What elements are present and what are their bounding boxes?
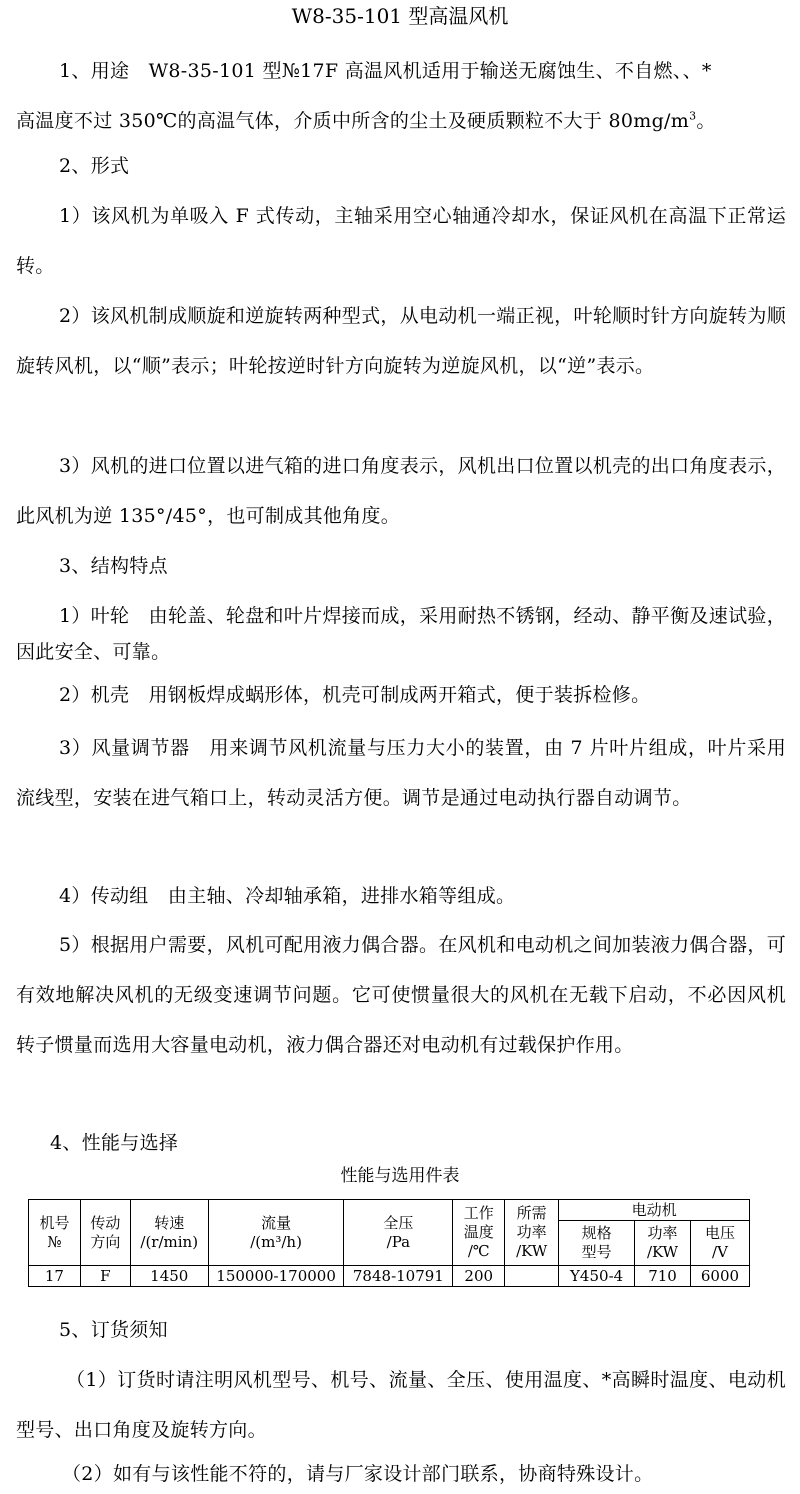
document-title: W8-35-101 型高温风机 [291,4,509,28]
section-2-item-1: 1）该风机为单吸入 F 式传动，主轴采用空心轴通冷却水，保证风机在高温下正常运转。 [16,205,786,277]
cell-motor-model: Y450-4 [559,1266,635,1287]
header-total-pressure: 全压 /Pa [344,1200,453,1266]
cell-motor-voltage: 6000 [690,1266,749,1287]
section-1-purpose [16,46,786,146]
section-5-heading: 5、订货须知 [59,1319,168,1341]
section-3-item-4: 4）传动组 由主轴、冷却轴承箱，进排水箱等组成。 [59,885,516,907]
header-motor: 电动机 [559,1200,750,1221]
section-4-heading: 4、性能与选择 [50,1132,179,1154]
section-2-heading: 2、形式 [59,155,130,177]
cell-temp: 200 [453,1266,505,1287]
header-speed: 转速 /(r/min) [130,1200,208,1266]
performance-table [28,1199,750,1287]
cell-machine-no: 17 [29,1266,81,1287]
header-motor-power: 功率 /KW [635,1221,691,1266]
cell-speed: 1450 [130,1266,208,1287]
header-required-power: 所需 功率 /KW [505,1200,559,1266]
header-motor-model: 规格 型号 [559,1221,635,1266]
cell-motor-power: 710 [635,1266,691,1287]
cell-drive: F [80,1266,130,1287]
section-2-item-3: 3）风机的进口位置以进气箱的进口角度表示，风机出口位置以机壳的出口角度表示，此风机为逆 135°/45°，也可制成其他角度。 [16,455,786,527]
header-machine-no: 机号 № [29,1200,81,1266]
header-drive-direction: 传动 方向 [80,1200,130,1266]
table-header-row [29,1200,750,1221]
section-1-line-1: 1、用途 W8-35-101 型№17F 高温风机适用于输送无腐蚀生、不自燃、、* [59,60,712,82]
section-3-item-2: 2）机壳 用钢板焊成蜗形体，机壳可制成两开箱式，便于装拆检修。 [59,684,651,706]
section-3-heading: 3、结构特点 [59,555,168,577]
section-1-line-2: 高温度不过 350℃的高温气体，介质中所含的尘土及硬质颗粒不大于 $80mg/m^3$。 [16,109,716,132]
cell-flow: 150000-170000 [208,1266,344,1287]
section-2-item-2: 2）该风机制成顺旋和逆旋转两种型式，从电动机一端正视，叶轮顺时针方向旋转为顺旋转风机，以“顺”表示；叶轮按逆时针方向旋转为逆旋风机，以“逆”表示。 [16,305,786,377]
header-flow: 流量 /(m³/h) [208,1200,344,1266]
table-row [29,1266,750,1287]
table-caption: 性能与选用件表 [340,1166,460,1186]
section-5-item-1: （1）订货时请注明风机型号、机号、流量、全压、使用温度、*高瞬时温度、电动机型号、出口角度及旋转方向。 [16,1369,786,1441]
section-3-item-5: 5）根据用户需要，风机可配用液力偶合器。在风机和电动机之间加装液力偶合器，可有效地解决风机的无级变速调节问题。它可使惯量很大的风机在无载下启动，不必因风机转子惯量而选用大容量电动机，液力偶合器还对电动机有过载保护作用。 [16,934,786,1056]
header-motor-voltage: 电压 /V [690,1221,749,1266]
cell-power [505,1266,559,1287]
header-working-temp: 工作 温度 /℃ [453,1200,505,1266]
cell-pressure: 7848-10791 [344,1266,453,1287]
section-3-item-3: 3）风量调节器 用来调节风机流量与压力大小的装置，由 7 片叶片组成，叶片采用流线型，安装在进气箱口上，转动灵活方便。调节是通过电动执行器自动调节。 [16,737,786,809]
section-5-item-2: （2）如有与该性能不符的，请与厂家设计部门联系，协商特殊设计。 [62,1463,654,1485]
section-3-item-1: 1）叶轮 由轮盖、轮盘和叶片焊接而成，采用耐热不锈钢，经动、静平衡及速试验，因此安全、可靠。 [16,605,786,663]
